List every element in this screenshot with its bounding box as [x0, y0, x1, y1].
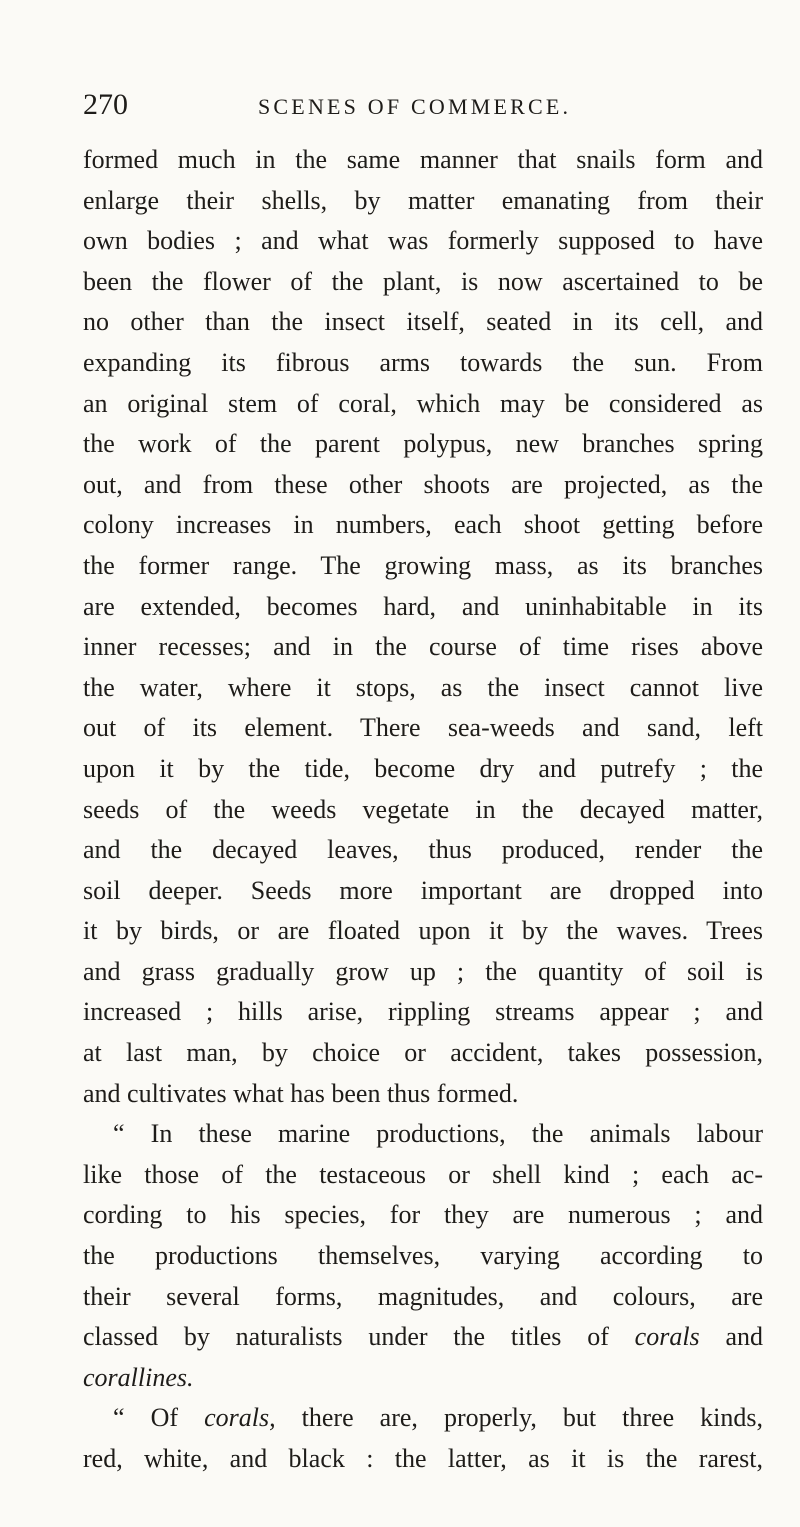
running-head: SCENES OF COMMERCE. [258, 94, 572, 119]
italic-term: corals, [204, 1403, 276, 1433]
text-line: an original stem of coral, which may be considered as [83, 388, 763, 418]
text-line: the water, where it stops, as the insect cannot live [83, 672, 763, 702]
text-line: out of its element. There sea-weeds and sand, left [83, 713, 763, 743]
text-line: soil deeper. Seeds more important are dropped into [83, 875, 763, 905]
text-line: own bodies ; and what was formerly supposed to have [83, 226, 763, 256]
text-line: like those of the testaceous or shell kind ; each ac- [83, 1159, 763, 1189]
line-text: classed by naturalists under the titles of [83, 1322, 609, 1352]
line-text: “ Of [113, 1403, 179, 1433]
text-line: it by birds, or are floated upon it by the waves. Trees [83, 916, 763, 946]
text-line: the work of the parent polypus, new branches spring [83, 429, 763, 459]
body-text [83, 140, 763, 1480]
text-line: the productions themselves, varying according to [83, 1241, 763, 1271]
text-line: and cultivates what has been thus formed. [83, 1078, 519, 1108]
line-text: there are, properly, but three kinds, [301, 1403, 764, 1433]
text-line: no other than the insect itself, seated in its cell, and [83, 307, 763, 337]
text-line: enlarge their shells, by matter emanating from their [83, 185, 763, 215]
text-line: cording to his species, for they are numerous ; and [83, 1200, 763, 1230]
page-header [83, 88, 763, 128]
text-line: expanding its fibrous arms towards the sun. From [83, 347, 763, 377]
text-line: and the decayed leaves, thus produced, render the [83, 835, 763, 865]
text-line: “ In these marine productions, the animals labour [113, 1119, 763, 1149]
text-line: at last man, by choice or accident, takes possession, [83, 1038, 763, 1068]
italic-term: corallines. [83, 1362, 194, 1392]
text-line: formed much in the same manner that snails form and [83, 145, 763, 174]
text-line: inner recesses; and in the course of time rises above [83, 632, 763, 662]
text-line [83, 1358, 763, 1399]
text-line: upon it by the tide, become dry and putrefy ; the [83, 753, 763, 783]
text-line: been the flower of the plant, is now ascertained to be [83, 266, 763, 296]
text-line: are extended, becomes hard, and uninhabitable in its [83, 591, 763, 621]
text-line: red, white, and black : the latter, as it is the rarest, [83, 1444, 763, 1473]
text-line [83, 1398, 763, 1439]
text-line: colony increases in numbers, each shoot getting before [83, 510, 763, 540]
text-line: increased ; hills arise, rippling streams appear ; and [83, 997, 763, 1027]
page-number: 270 [83, 88, 128, 121]
text-line: the former range. The growing mass, as its branches [83, 550, 763, 580]
text-line: out, and from these other shoots are projected, as the [83, 469, 763, 499]
line-text: and [725, 1322, 764, 1352]
text-line: their several forms, magnitudes, and colours, are [83, 1281, 763, 1311]
text-line [83, 1317, 763, 1358]
text-line: seeds of the weeds vegetate in the decayed matter, [83, 794, 763, 824]
text-line: and grass gradually grow up ; the quantity of soil is [83, 956, 763, 986]
italic-term: corals [634, 1322, 700, 1352]
